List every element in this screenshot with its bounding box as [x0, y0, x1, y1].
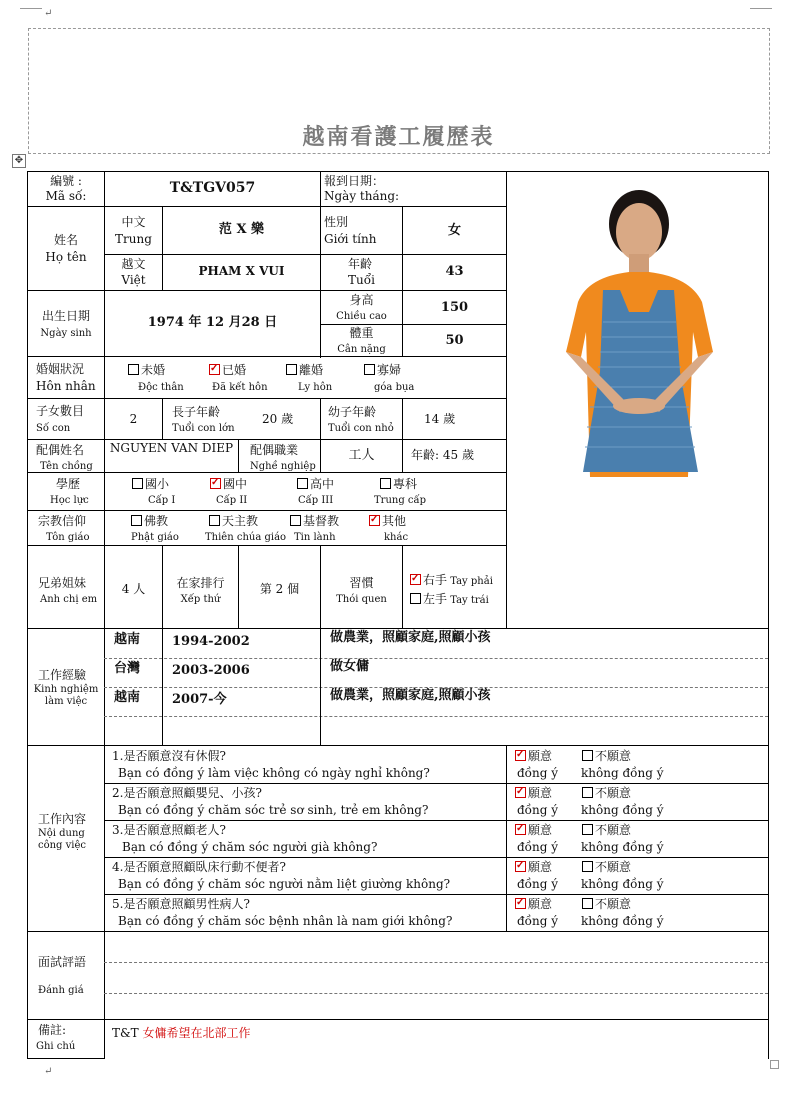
religion-option-buddhism-vi: Phật giáo [131, 532, 179, 543]
checked-checkbox-icon [210, 478, 221, 489]
habit-label: 習慣 [349, 576, 374, 590]
children-value[interactable]: 2 [129, 412, 138, 426]
agree-option[interactable]: ✓願意 [515, 860, 552, 875]
checked-checkbox-icon [515, 750, 526, 761]
question-vi: Bạn có đồng ý chăm sóc trẻ sơ sinh, trẻ em không? [118, 803, 429, 817]
agree-option-vi: đồng ý [517, 803, 559, 817]
disagree-option-vi: không đồng ý [581, 914, 664, 928]
spouse-job-label: 配偶職業 [250, 443, 299, 457]
vi-name-label-vi: Việt [121, 273, 146, 287]
eldest-age-value[interactable]: 20 歲 [262, 412, 294, 426]
weight-label-vi: Cân nặng [337, 344, 386, 355]
marital-option-married-vi: Đã kết hôn [212, 382, 268, 393]
gender-value[interactable]: 女 [447, 223, 461, 238]
name-label: 姓名 [53, 233, 78, 247]
exp-desc[interactable]: 做農業，照顧家庭,照顧小孩 [330, 688, 491, 703]
report-date-label: 報到日期： [324, 174, 385, 188]
gender-label: 性別 [324, 215, 349, 229]
religion-option-buddhism[interactable]: 佛教 [131, 514, 168, 529]
right-hand-option[interactable]: ✓右手 Tay phải [410, 573, 493, 589]
agree-option[interactable]: ✓願意 [515, 897, 552, 912]
checkbox-icon [131, 515, 142, 526]
religion-option-protestant[interactable]: 基督教 [290, 514, 339, 529]
checkbox-icon [132, 478, 143, 489]
left-hand-option[interactable]: 左手 Tay trái [410, 592, 489, 608]
interview-label: 面試評語 [38, 955, 87, 969]
disagree-option[interactable]: 不願意 [582, 823, 631, 838]
religion-label: 宗教信仰 [38, 514, 87, 528]
agree-option-vi: đồng ý [517, 877, 559, 891]
checked-checkbox-icon [209, 364, 220, 375]
work-content-label: 工作內容 [38, 812, 87, 826]
children-label-vi: Số con [36, 423, 71, 434]
checked-checkbox-icon [410, 574, 421, 585]
education-label: 學歷 [56, 477, 81, 491]
spouse-label-vi: Tên chồng [40, 461, 93, 472]
height-label: 身高 [349, 293, 374, 307]
remarks-value[interactable] [112, 1026, 251, 1041]
disagree-option[interactable]: 不願意 [582, 786, 631, 801]
checkbox-icon [582, 861, 593, 872]
birth-label-vi: Ngày sinh [40, 328, 92, 339]
habit-label-vi: Thói quen [336, 594, 387, 605]
checked-checkbox-icon [369, 515, 380, 526]
exp-country[interactable]: 越南 [114, 632, 141, 647]
checkbox-icon [582, 824, 593, 835]
work-content-label-vi: Nội dung công việc [38, 828, 87, 851]
education-option-college-vi: Trung cấp [374, 495, 427, 506]
document-title: 越南看護工履歷表 [302, 124, 495, 150]
height-value[interactable]: 150 [440, 300, 469, 315]
report-date-label-vi: Ngày tháng: [324, 189, 400, 203]
birth-label: 出生日期 [41, 309, 90, 323]
marital-option-widowed[interactable]: 寡婦 [364, 363, 401, 378]
spouse-label: 配偶姓名 [36, 443, 85, 457]
checked-checkbox-icon [515, 861, 526, 872]
exp-period[interactable]: 2007-今 [172, 692, 227, 707]
person-portrait-icon [508, 172, 768, 477]
question-vi: Bạn có đồng ý chăm sóc bệnh nhân là nam giới không? [118, 914, 453, 928]
agree-option[interactable]: ✓願意 [515, 786, 552, 801]
marital-label-vi: Hôn nhân [36, 379, 96, 393]
religion-option-catholic[interactable]: 天主教 [209, 514, 258, 529]
checkbox-icon [582, 898, 593, 909]
question-zh: 3.是否願意照顧老人? [112, 823, 226, 837]
question-zh: 4.是否願意照顧臥床行動不便者? [112, 860, 286, 874]
disagree-option-vi: không đồng ý [581, 766, 664, 780]
eldest-age-label-vi: Tuổi con lớn [172, 423, 235, 434]
id-value[interactable]: T&TGV057 [169, 180, 256, 196]
religion-option-other-vi: khác [384, 532, 409, 543]
disagree-option[interactable]: 不願意 [582, 860, 631, 875]
exp-desc[interactable]: 做女傭 [330, 659, 370, 674]
remarks-prefix: T&T [112, 1026, 139, 1040]
question-zh: 5.是否願意照顧男性病人? [112, 897, 250, 911]
education-option-primary[interactable]: 國小 [132, 477, 169, 492]
remarks-label-vi: Ghi chú [36, 1041, 76, 1052]
checkbox-icon [410, 593, 421, 604]
religion-option-other[interactable]: ✓其他 [369, 514, 406, 529]
interview-notes-field[interactable] [106, 933, 766, 1017]
page-corner-mark [20, 0, 42, 9]
youngest-age-label-vi: Tuổi con nhỏ [328, 423, 394, 434]
remarks-label: 備註: [38, 1023, 67, 1037]
gender-label-vi: Giới tính [324, 232, 377, 246]
page-corner-mark [750, 0, 772, 9]
id-label: 編號 : [50, 174, 82, 188]
checked-checkbox-icon [515, 787, 526, 798]
checkbox-icon [364, 364, 375, 375]
exp-country[interactable]: 台灣 [114, 661, 141, 676]
exp-period[interactable]: 2003-2006 [172, 663, 250, 678]
checkbox-icon [582, 787, 593, 798]
birth-value[interactable]: 1974 年 12 月28 日 [147, 315, 278, 330]
zh-name-value[interactable]: 范 X 樂 [218, 222, 265, 237]
marital-label: 婚姻狀況 [36, 362, 85, 376]
agree-option[interactable]: ✓願意 [515, 749, 552, 764]
education-option-primary-vi: Cấp I [148, 495, 176, 506]
agree-option-vi: đồng ý [517, 766, 559, 780]
checked-checkbox-icon [515, 824, 526, 835]
disagree-option-vi: không đồng ý [581, 840, 664, 854]
checked-checkbox-icon [515, 898, 526, 909]
exp-period[interactable]: 1994-2002 [172, 634, 250, 649]
experience-label: 工作經驗 [38, 668, 87, 682]
children-label: 子女數目 [36, 404, 85, 418]
disagree-option[interactable]: 不願意 [582, 897, 631, 912]
spouse-name-value[interactable]: NGUYEN VAN DIEP [109, 441, 234, 455]
spouse-age-value[interactable]: 年齡: 45 歲 [411, 448, 474, 462]
question-zh: 2.是否願意照顧嬰兒、小孩? [112, 786, 262, 800]
education-option-high-vi: Cấp III [298, 495, 334, 506]
checkbox-icon [582, 750, 593, 761]
education-option-middle[interactable]: ✓國中 [210, 477, 247, 492]
experience-label-vi: Kinh nghiệm làm việc [33, 684, 99, 707]
page-end-mark [770, 1060, 779, 1069]
applicant-photo [508, 172, 768, 477]
interview-label-vi: Đánh giá [38, 985, 84, 996]
rank-label: 在家排行 [176, 576, 225, 590]
zh-name-label: 中文 [121, 215, 146, 229]
height-label-vi: Chiều cao [336, 311, 387, 322]
id-label-vi: Mã số: [45, 189, 87, 203]
education-label-vi: Học lực [50, 495, 89, 506]
age-label: 年齡 [348, 257, 373, 271]
name-label-vi: Họ tên [45, 250, 87, 264]
agree-option-vi: đồng ý [517, 840, 559, 854]
siblings-label: 兄弟姐妹 [38, 576, 87, 590]
exp-country[interactable]: 越南 [114, 690, 141, 705]
checkbox-icon [286, 364, 297, 375]
question-zh: 1.是否願意沒有休假? [112, 749, 226, 763]
religion-option-catholic-vi: Thiên chúa giáo [205, 532, 287, 543]
checkbox-icon [380, 478, 391, 489]
question-vi: Bạn có đồng ý chăm sóc người nằm liệt giường không? [118, 877, 451, 891]
agree-option-vi: đồng ý [517, 914, 559, 928]
weight-value[interactable]: 50 [445, 333, 464, 348]
spouse-job-label-vi: Nghề nghiệp [250, 461, 316, 472]
eldest-age-label: 長子年齡 [172, 405, 221, 419]
marital-option-widowed-vi: góa bụa [374, 382, 415, 393]
marital-option-single[interactable]: 未婚 [128, 363, 165, 378]
education-option-middle-vi: Cấp II [216, 495, 248, 506]
youngest-age-label: 幼子年齡 [328, 405, 377, 419]
education-option-high[interactable]: 高中 [297, 477, 334, 492]
marital-option-single-vi: Độc thân [138, 382, 184, 393]
agree-option[interactable]: ✓願意 [515, 823, 552, 838]
marital-option-married[interactable]: ✓已婚 [209, 363, 246, 378]
marital-option-divorced[interactable]: 離婚 [286, 363, 323, 378]
disagree-option-vi: không đồng ý [581, 877, 664, 891]
age-label-vi: Tuổi [348, 273, 375, 287]
checkbox-icon [209, 515, 220, 526]
question-vi: Bạn có đồng ý làm việc không có ngày nghỉ không? [118, 766, 430, 780]
spouse-job-value[interactable]: 工人 [348, 448, 375, 463]
age-value[interactable]: 43 [445, 264, 464, 279]
exp-desc[interactable]: 做農業，照顧家庭,照顧小孩 [330, 630, 491, 645]
marital-option-divorced-vi: Ly hôn [298, 382, 333, 393]
remarks-text: 女傭希望在北部工作 [142, 1026, 251, 1040]
table-move-handle-icon[interactable]: ✥ [12, 154, 26, 168]
checkbox-icon [128, 364, 139, 375]
checkbox-icon [290, 515, 301, 526]
weight-label: 體重 [349, 326, 374, 340]
disagree-option-vi: không đồng ý [581, 803, 664, 817]
paragraph-mark-icon: ↵ [44, 1066, 53, 1077]
education-option-college[interactable]: 專科 [380, 477, 417, 492]
question-vi: Bạn có đồng ý chăm sóc người già không? [122, 840, 378, 854]
paragraph-mark-icon: ↵ [44, 8, 53, 19]
religion-option-protestant-vi: Tin lành [294, 532, 336, 543]
disagree-option[interactable]: 不願意 [582, 749, 631, 764]
vi-name-label: 越文 [121, 257, 146, 271]
rank-value[interactable]: 第 2 個 [259, 582, 300, 596]
religion-label-vi: Tôn giáo [46, 532, 90, 543]
rank-label-vi: Xếp thứ [180, 594, 221, 605]
checkbox-icon [297, 478, 308, 489]
siblings-value[interactable]: 4 人 [121, 582, 146, 596]
vi-name-value[interactable]: PHAM X VUI [198, 264, 285, 278]
siblings-label-vi: Anh chị em [40, 594, 98, 605]
zh-name-label-vi: Trung [115, 232, 152, 246]
youngest-age-value[interactable]: 14 歲 [424, 412, 456, 426]
